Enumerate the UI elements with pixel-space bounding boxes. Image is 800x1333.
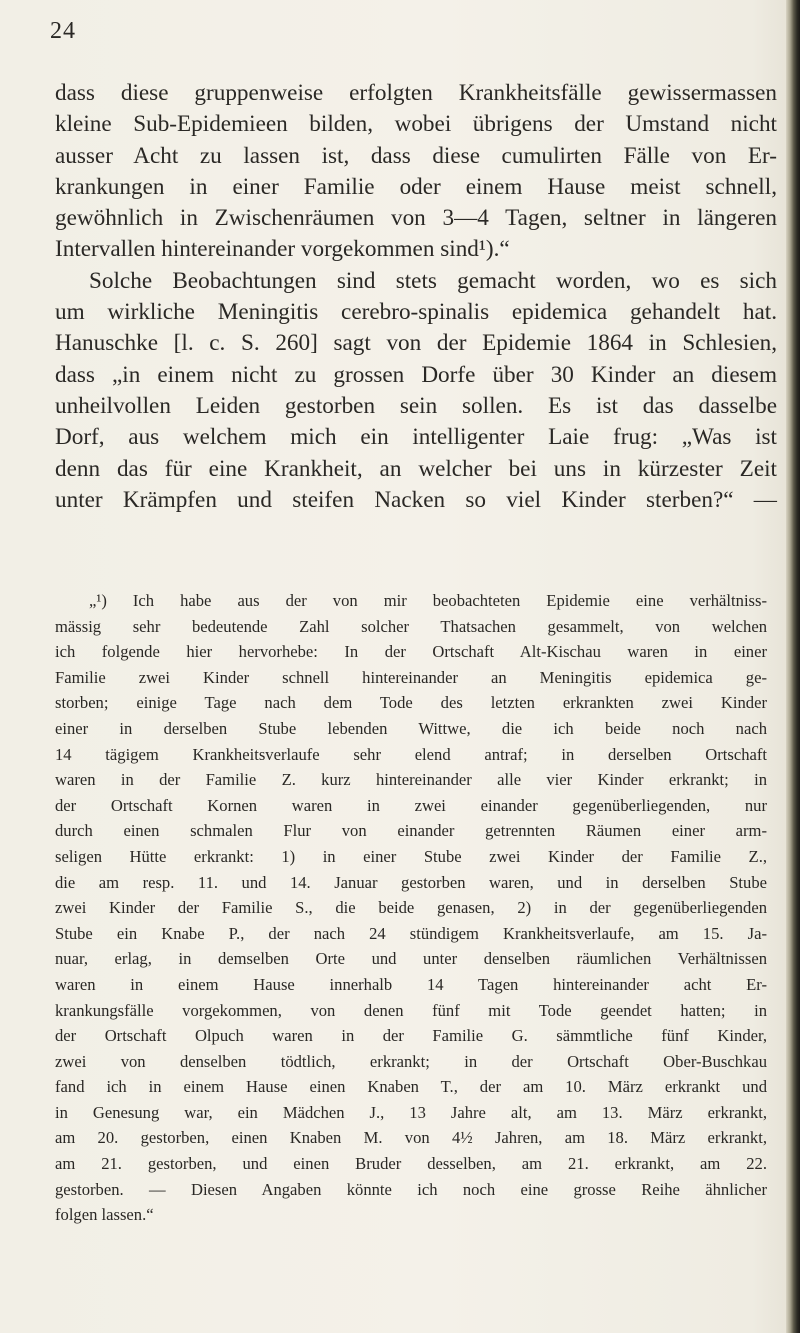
book-binding-edge — [786, 0, 800, 1333]
footnote-line: mässig sehr bedeutende Zahl solcher Thatsachen gesammelt, von welchen — [55, 616, 767, 636]
footnote-line: waren in der Familie Z. kurz hintereinander alle vier Kinder erkrankt; in — [55, 770, 767, 790]
footnote-line: Stube ein Knabe P., der nach 24 stündigem Krankheitsverlaufe, am 15. Ja- — [55, 923, 767, 943]
footnote-line: „¹) Ich habe aus der von mir beobachteten Epidemie eine verhältniss- — [89, 591, 767, 610]
footnote-line: krankungsfälle vorgekommen, von denen fünf mit Tode geendet hatten; in — [55, 1000, 767, 1020]
footnote-line: die am resp. 11. und 14. Januar gestorben waren, und in derselben Stube — [55, 872, 767, 892]
text-line: Dorf, aus welchem mich ein intelligenter Laie frug: „Was ist — [55, 424, 777, 451]
footnote-line: am 21. gestorben, und einen Bruder desselben, am 21. erkrankt, am 22. — [55, 1154, 767, 1174]
page-number: 24 — [50, 18, 76, 44]
text-line: ausser Acht zu lassen ist, dass diese cumulirten Fälle von Er- — [55, 142, 777, 169]
text-line: gewöhnlich in Zwischenräumen von 3—4 Tagen, seltner in längeren — [55, 205, 777, 232]
text-line: unheilvollen Leiden gestorben sein sollen. Es ist das dasselbe — [55, 392, 777, 419]
paragraph-1 — [55, 78, 777, 266]
footnote-line: der Ortschaft Olpuch waren in der Familie G. sämmtliche fünf Kinder, — [55, 1026, 767, 1046]
main-text — [55, 78, 777, 516]
footnote-line: fand ich in einem Hause einen Knaben T., der am 10. März erkrankt und — [55, 1077, 767, 1097]
footnote-line: in Genesung war, ein Mädchen J., 13 Jahre alt, am 13. März erkrankt, — [55, 1102, 767, 1122]
text-line: krankungen in einer Familie oder einem Hause meist schnell, — [55, 173, 777, 200]
text-line: um wirkliche Meningitis cerebro-spinalis epidemica gehandelt hat. — [55, 299, 777, 326]
footnote-line: waren in einem Hause innerhalb 14 Tagen hintereinander acht Er- — [55, 974, 767, 994]
text-line: unter Krämpfen und steifen Nacken so viel Kinder sterben?“ — — [55, 486, 777, 513]
footnote-line: Familie zwei Kinder schnell hintereinander an Meningitis epidemica ge- — [55, 667, 767, 687]
text-line: dass „in einem nicht zu grossen Dorfe über 30 Kinder an diesem — [55, 361, 777, 388]
text-line: Solche Beobachtungen sind stets gemacht worden, wo es sich — [89, 267, 777, 294]
footnote-line: nuar, erlag, in demselben Orte und unter denselben räumlichen Verhältnissen — [55, 949, 767, 969]
footnote-line: am 20. gestorben, einen Knaben M. von 4½ Jahren, am 18. März erkrankt, — [55, 1128, 767, 1148]
footnote-line: einer in derselben Stube lebenden Wittwe, die ich beide noch nach — [55, 718, 767, 738]
footnote-line: der Ortschaft Kornen waren in zwei einander gegenüberliegenden, nur — [55, 795, 767, 815]
footnote-line: zwei von denselben tödtlich, erkrankt; in der Ortschaft Ober-Buschkau — [55, 1051, 767, 1071]
text-line: Intervallen hintereinander vorgekommen sind¹).“ — [55, 236, 510, 263]
footnote-line: 14 tägigem Krankheitsverlaufe sehr elend antraf; in derselben Ortschaft — [55, 744, 767, 764]
text-line: Hanuschke [l. c. S. 260] sagt von der Epidemie 1864 in Schlesien, — [55, 330, 777, 357]
paragraph-2 — [55, 266, 777, 516]
footnote-line: gestorben. — Diesen Angaben könnte ich noch eine grosse Reihe ähnlicher — [55, 1179, 767, 1199]
footnote-line: ich folgende hier hervorhebe: In der Ortschaft Alt-Kischau waren in einer — [55, 642, 767, 662]
footnote — [55, 588, 767, 1228]
text-line: dass diese gruppenweise erfolgten Krankheitsfälle gewissermassen — [55, 80, 777, 106]
text-line: denn das für eine Krankheit, an welcher bei uns in kürzester Zeit — [55, 455, 777, 482]
footnote-line: storben; einige Tage nach dem Tode des letzten erkrankten zwei Kinder — [55, 693, 767, 713]
footnote-line: durch einen schmalen Flur von einander getrennten Räumen einer arm- — [55, 821, 767, 841]
text-line: kleine Sub-Epidemieen bilden, wobei übrigens der Umstand nicht — [55, 111, 777, 138]
footnote-line: zwei Kinder der Familie S., die beide genasen, 2) in der gegenüberliegenden — [55, 898, 767, 918]
footnote-line: folgen lassen.“ — [55, 1205, 154, 1225]
footnote-line: seligen Hütte erkrankt: 1) in einer Stube zwei Kinder der Familie Z., — [55, 846, 767, 866]
